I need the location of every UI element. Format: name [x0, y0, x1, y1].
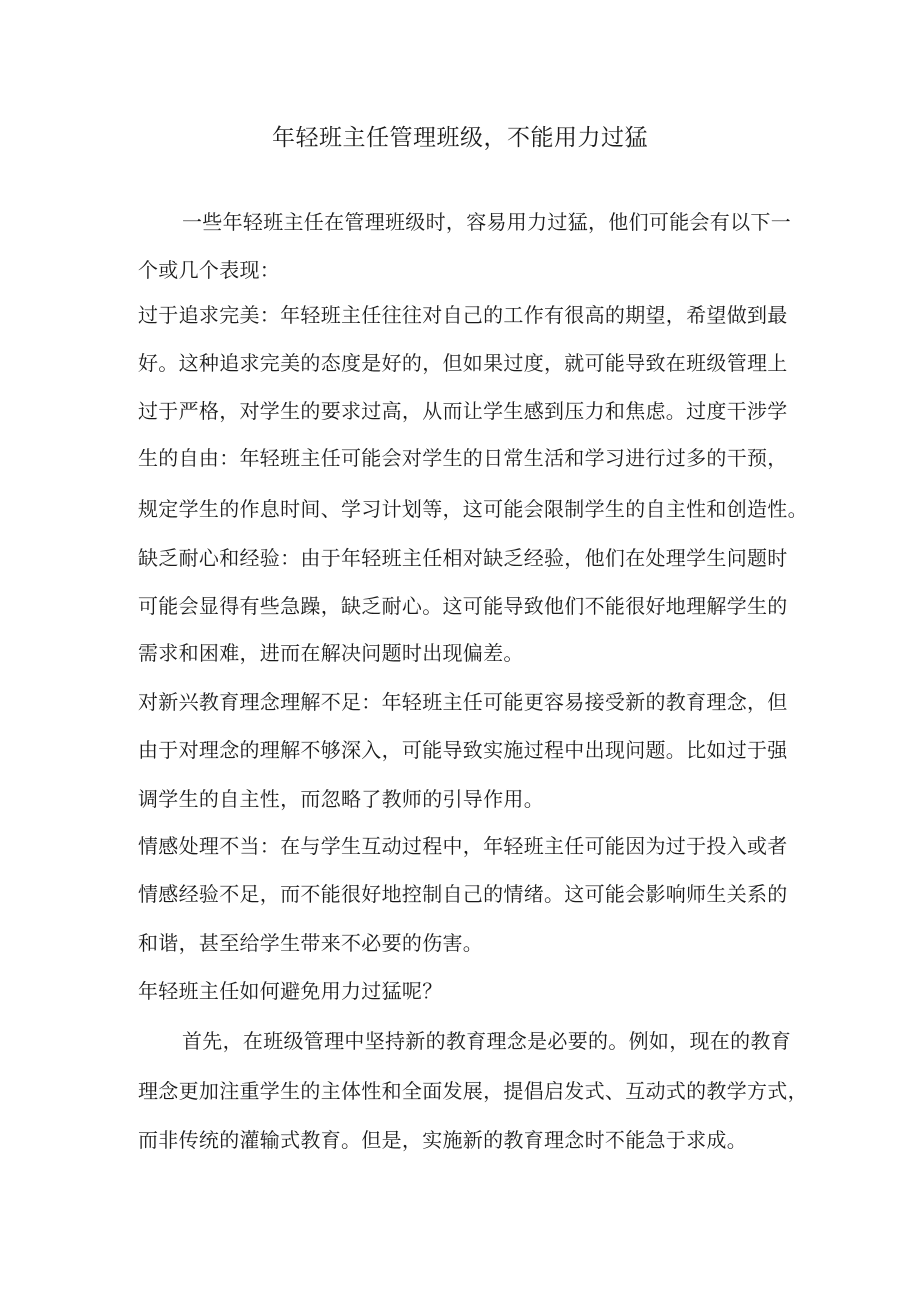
text-line: 首先，在班级管理中坚持新的教育理念是必要的。例如，现在的教育	[182, 1029, 791, 1053]
text-line: 可能会显得有些急躁，缺乏耐心。这可能导致他们不能很好地理解学生的	[138, 594, 788, 618]
text-line: 需求和困难，进而在解决问题时出现偏差。	[138, 641, 524, 665]
text-line: 过于追求完美：年轻班主任往往对自己的工作有很高的期望，希望做到最	[138, 303, 788, 327]
text-line: 情感处理不当：在与学生互动过程中，年轻班主任可能因为过于投入或者	[138, 834, 788, 858]
text-line: 而非传统的灌输式教育。但是，实施新的教育理念时不能急于求成。	[138, 1128, 747, 1152]
text-line: 理念更加注重学生的主体性和全面发展，提倡启发式、互动式的教学方式，	[138, 1079, 808, 1103]
text-line: 一些年轻班主任在管理班级时，容易用力过猛，他们可能会有以下一	[182, 210, 791, 234]
text-line: 过于严格，对学生的要求过高，从而让学生感到压力和焦虑。过度干涉学	[138, 399, 788, 423]
text-line: 个或几个表现：	[138, 258, 281, 282]
text-line: 缺乏耐心和经验：由于年轻班主任相对缺乏经验，他们在处理学生问题时	[138, 546, 788, 570]
text-line: 生的自由：年轻班主任可能会对学生的日常生活和学习进行过多的干预，	[138, 446, 788, 470]
text-line: 好。这种追求完美的态度是好的，但如果过度，就可能导致在班级管理上	[138, 351, 788, 375]
text-line: 规定学生的作息时间、学习计划等，这可能会限制学生的自主性和创造性。	[138, 497, 808, 521]
document-title: 年轻班主任管理班级，不能用力过猛	[272, 125, 648, 151]
text-line: 由于对理念的理解不够深入，可能导致实施过程中出现问题。比如过于强	[138, 738, 788, 762]
text-line: 对新兴教育理念理解不足：年轻班主任可能更容易接受新的教育理念，但	[138, 690, 788, 714]
text-line: 和谐，甚至给学生带来不必要的伤害。	[138, 931, 484, 955]
text-line: 情感经验不足，而不能很好地控制自己的情绪。这可能会影响师生关系的	[138, 882, 788, 906]
text-line: 调学生的自主性，而忽略了教师的引导作用。	[138, 787, 544, 811]
text-line: 年轻班主任如何避免用力过猛呢？	[138, 979, 443, 1003]
